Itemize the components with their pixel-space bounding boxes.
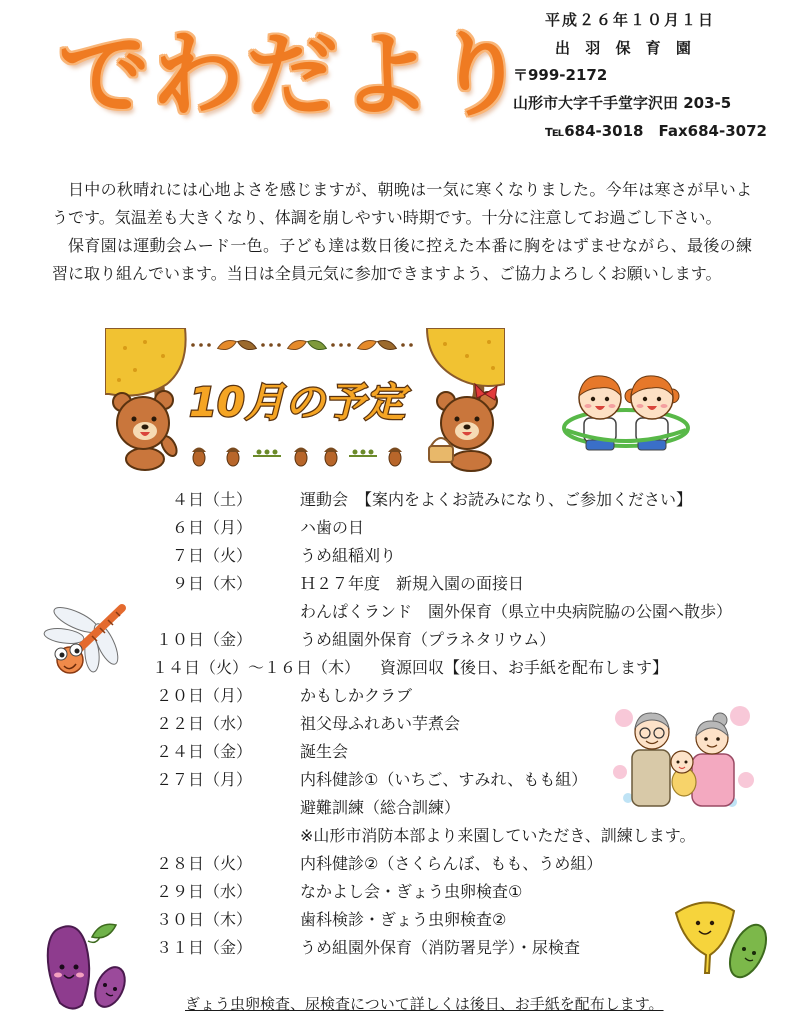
schedule-date: ２４日（金） [155,742,252,761]
acorn-garland [192,448,402,467]
schedule-event: わんぱくランド 園外保育（県立中央病院脇の公園へ散歩） [300,602,733,621]
acorn-icon [294,448,308,467]
schedule-row [0,794,801,822]
schedule-event: 避難訓練（総合訓練） [300,798,461,817]
schedule-date: ２７日（月） [155,770,252,789]
schedule-row [0,822,801,850]
intro-paragraph: 保育園は運動会ムード一色。子ども達は数日後に控えた本番に胸をはずませながら、最後の練習に取り組んでいます。当日は全員元気に参加できますよう、ご協力よろしくお願いします。 [52,236,752,283]
schedule-event: うめ組園外保育（プラネタリウム） [300,630,556,649]
leaf-garland [191,338,413,352]
bear-right [429,384,497,471]
schedule-date: ２２日（水） [155,714,252,733]
phone-fax: ℡684-3018 Fax684-3072 [545,122,767,140]
acorn-icon [324,448,338,467]
schedule-row [0,766,801,794]
schedule-event: 運動会 【案内をよくお読みになり、ご参加ください】 [300,490,693,509]
schedule-date-empty [140,822,252,850]
address: 山形市大字千手堂字沢田 203-5 [513,94,732,112]
ginkgo-leaves-illustration [668,893,773,988]
intro-text [52,176,752,288]
schedule-event: ハ歯の日 [300,518,365,537]
schedule-row [0,710,801,738]
schedule-event: かもしかクラブ [300,686,413,705]
newsletter-title: でわだより [58,22,529,129]
schedule-event: うめ組園外保育（消防署見学）・尿検査 [300,938,581,957]
sprig-icon [349,450,377,457]
schedule-row [0,626,801,654]
organization-name: 出 羽 保 育 園 [555,39,696,57]
schedule-date: ３０日（木） [155,910,252,929]
schedule-date: ２９日（水） [155,882,252,901]
sprig-icon [253,450,281,457]
schedule-event: うめ組稲刈り [300,546,397,565]
schedule-row [0,738,801,766]
schedule-event: 歯科検診・ぎょう虫卵検査② [300,910,507,929]
schedule-event: 内科健診②（さくらんぼ、もも、うめ組） [300,854,603,873]
schedule-event: Ｈ２７年度 新規入園の面接日 [300,574,525,593]
sweet-potato-illustration [38,915,138,1015]
hula-hoop-kids-illustration [558,368,693,458]
schedule-row [0,570,801,598]
acorn-icon [388,448,402,467]
schedule-event: 資源回収【後日、お手紙を配布します】 [380,658,669,677]
schedule-date: １４日（火）～１６日（木） [152,658,361,677]
schedule-row [0,850,801,878]
intro-paragraph: 日中の秋晴れには心地よさを感じますが、朝晩は一気に寒くなりました。今年は寒さが早いようです。気温差も大きくなり、体調を崩しやすい時期です。十分に注意してお過ごし下さい。 [52,180,752,227]
schedule-event: ※山形市消防本部より来園していただき、訓練します。 [300,826,696,845]
schedule-list [0,486,801,962]
schedule-date: ２０日（月） [155,686,252,705]
schedule-row [0,682,801,710]
issue-date: 平成２６年１０月１日 [545,11,716,29]
schedule-row [0,542,801,570]
schedule-date: ９日（木） [171,574,252,593]
schedule-date: １０日（金） [155,630,252,649]
acorn-icon [192,448,206,467]
schedule-row [0,486,801,514]
acorn-icon [226,448,240,467]
schedule-date: ３１日（金） [155,938,252,957]
october-schedule-banner [105,328,505,473]
banner-title: 10月の予定 [189,380,405,426]
schedule-date: ４日（土） [171,490,252,509]
schedule-date: ２８日（火） [155,854,252,873]
schedule-date: ７日（火） [171,546,252,565]
schedule-row [0,598,801,626]
schedule-event: なかよし会・ぎょう虫卵検査① [300,882,523,901]
schedule-event: 祖父母ふれあい芋煮会 [300,714,461,733]
postal-code: 〒999-2172 [513,66,608,84]
schedule-row [0,514,801,542]
footer-note: ぎょう虫卵検査、尿検査について詳しくは後日、お手紙を配布します。 [185,995,664,1013]
schedule-event: 内科健診①（いちご、すみれ、もも組） [300,770,588,789]
schedule-row [0,654,801,682]
schedule-date-empty [140,598,252,626]
schedule-date-empty [140,794,252,822]
schedule-event: 誕生会 [300,742,349,761]
bear-left [113,391,180,470]
schedule-date: ６日（月） [171,518,252,537]
